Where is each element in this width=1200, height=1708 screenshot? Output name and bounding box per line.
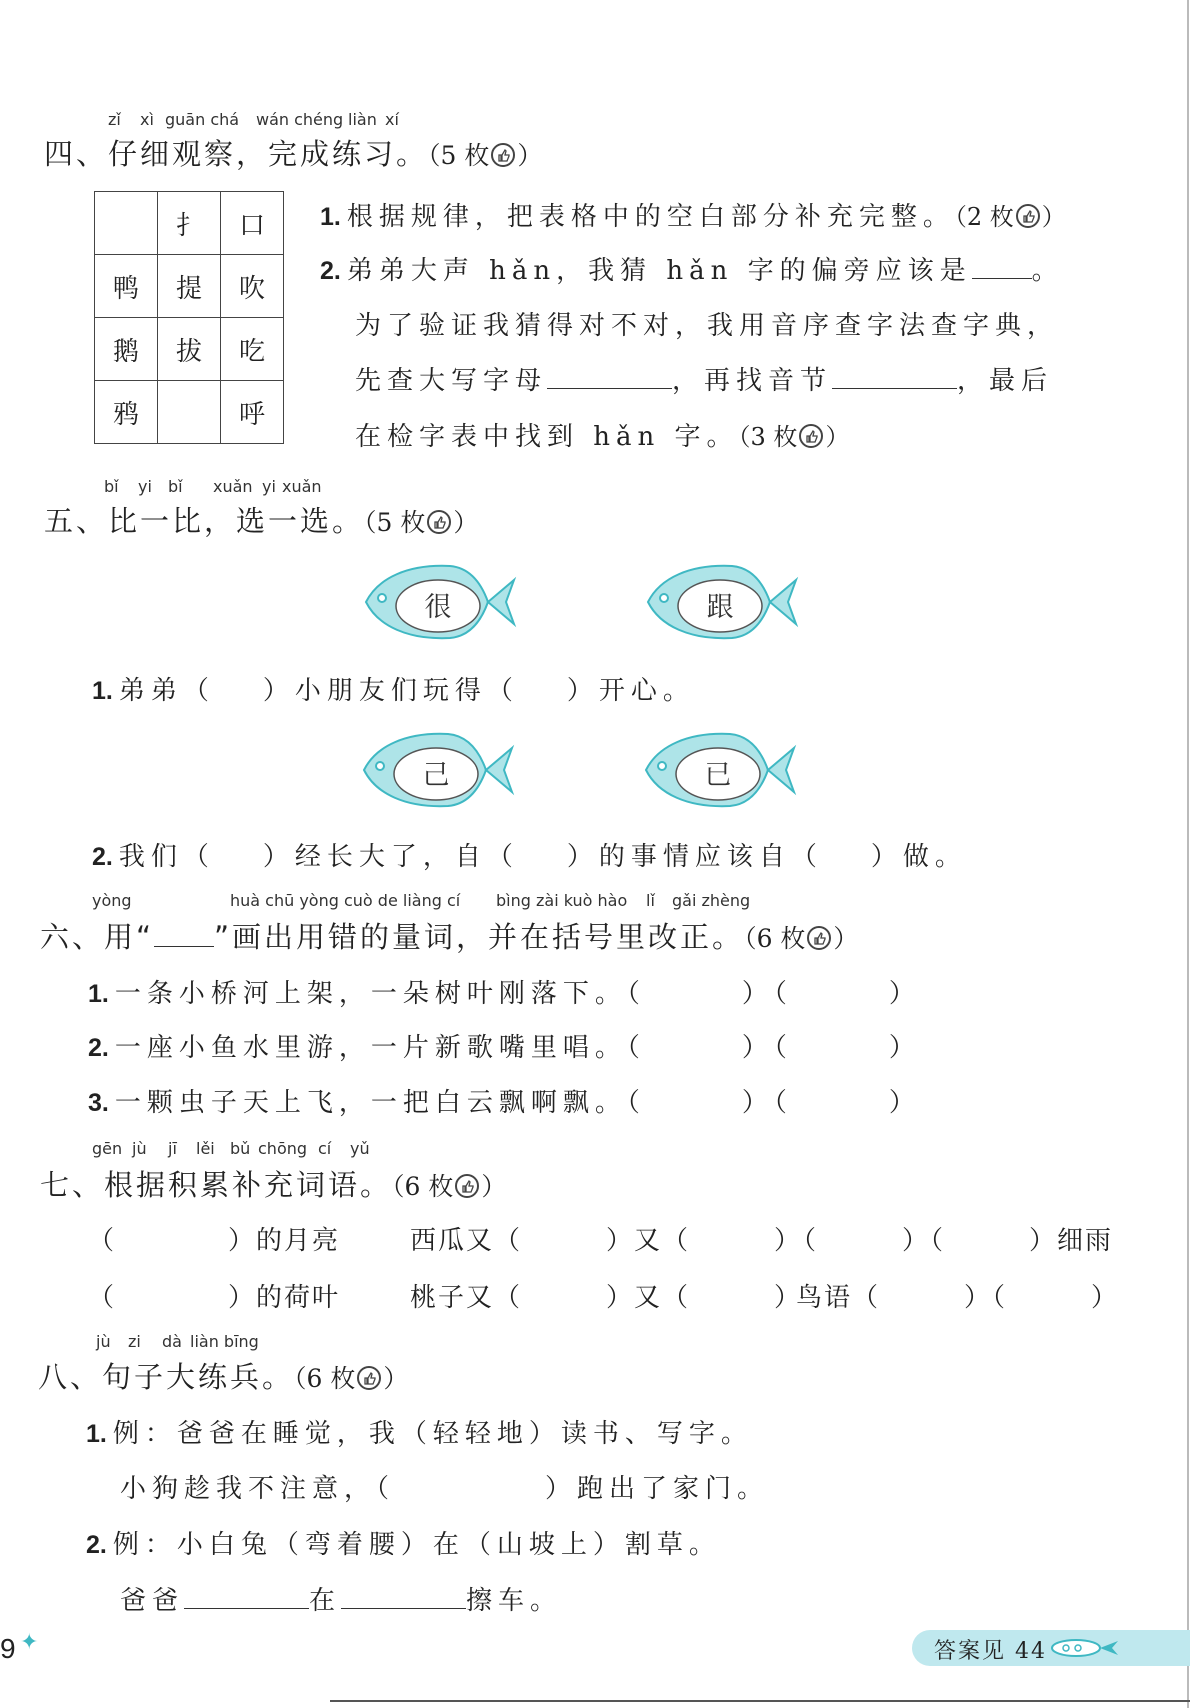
pinyin: gǎi zhèng <box>672 891 751 910</box>
pinyin: xuǎn <box>213 477 253 496</box>
fish-character: 很 <box>424 592 452 623</box>
pinyin: jù <box>132 1139 147 1158</box>
fish-card <box>638 726 798 814</box>
pinyin: dà <box>162 1332 182 1351</box>
fish-character: 己 <box>422 760 450 791</box>
section-title: 四、仔细观察，完成练习。 <box>44 137 429 171</box>
answer-blank[interactable] <box>184 1586 309 1609</box>
section-title: 五、比一比，选一选。 <box>44 504 365 538</box>
grid-cell: 提 <box>158 255 221 318</box>
rocket-icon <box>1048 1638 1120 1658</box>
grid-cell: 呼 <box>221 381 284 444</box>
answer-blank[interactable] <box>547 366 672 389</box>
pinyin: wán chéng <box>256 110 344 129</box>
answer-badge <box>912 1630 1190 1666</box>
section-7-heading: 七、根据积累补充词语。（6 枚 ） <box>40 1168 507 1202</box>
question-line: 为了验证我猜得对不对，我用音序查字法查字典， <box>355 311 1060 341</box>
pinyin: cí <box>318 1139 332 1158</box>
grid-cell <box>95 192 158 255</box>
pinyin: zi <box>128 1332 141 1351</box>
fish-card <box>358 558 518 646</box>
question-6-2: 2. 一座小鱼水里游，一片新歌嘴里唱。（ ）（ ） <box>88 1033 921 1063</box>
question-line: 小狗趁我不注意，（ ）跑出了家门。 <box>120 1474 770 1504</box>
thumbs-up-coin-icon <box>427 510 451 534</box>
pinyin: huà chū yòng cuò de liàng cí <box>230 891 461 910</box>
pinyin: chōng <box>258 1139 308 1158</box>
thumbs-up-coin-icon <box>491 143 515 167</box>
fish-character: 已 <box>704 760 732 791</box>
pinyin: xuǎn <box>282 477 322 496</box>
question-6-1: 1. 一条小桥河上架，一朵树叶刚落下。（ ）（ ） <box>88 979 921 1009</box>
thumbs-up-coin-icon <box>455 1174 479 1198</box>
fish-card <box>356 726 516 814</box>
grid-cell: 拔 <box>158 318 221 381</box>
fill-word: 桃子又（ ）又（ ） <box>410 1283 803 1313</box>
pinyin: yi <box>138 477 152 496</box>
page-number: 9 <box>0 1633 16 1664</box>
pinyin: lǐ <box>646 891 655 910</box>
pinyin: yǔ <box>350 1139 370 1158</box>
section-8-heading: 八、句子大练兵。（6 枚 ） <box>38 1360 409 1394</box>
question-5-2: 2. 我们（ ）经长大了，自（ ）的事情应该自（ ）做。 <box>92 842 967 872</box>
question-line: 爸爸 在 擦车。 <box>120 1586 563 1616</box>
pinyin: jù <box>96 1332 111 1351</box>
grid-cell: 鸭 <box>95 255 158 318</box>
pinyin: xì <box>140 110 154 129</box>
question-4-1: 1. 根据规律，把表格中的空白部分补充完整。（2 枚 ） <box>320 202 1066 232</box>
section-4-heading: 四、仔细观察，完成练习。（5 枚 ） <box>44 137 543 171</box>
page-edge-line <box>1187 0 1189 1708</box>
grid-cell: 吃 <box>221 318 284 381</box>
pinyin: zǐ <box>108 110 121 129</box>
character-grid <box>94 191 284 444</box>
thumbs-up-coin-icon <box>799 424 823 448</box>
pinyin: xí <box>385 110 399 129</box>
grid-cell: 口 <box>221 192 284 255</box>
answer-blank[interactable] <box>972 256 1032 279</box>
pinyin: yòng <box>92 891 132 910</box>
pinyin: liàn <box>348 110 377 129</box>
fish-character: 跟 <box>706 592 734 623</box>
grid-cell: 鹅 <box>95 318 158 381</box>
grid-cell-blank[interactable] <box>158 381 221 444</box>
underline-sample <box>154 922 214 947</box>
section-5-heading: 五、比一比，选一选。（5 枚 ） <box>44 504 479 538</box>
fill-word: （ ）的荷叶 <box>88 1283 341 1313</box>
thumbs-up-coin-icon <box>807 926 831 950</box>
question-8-1: 1. 例：爸爸在睡觉，我（轻轻地）读书、写字。 <box>86 1419 753 1449</box>
star-icon: ✦ <box>20 1630 39 1655</box>
pinyin: bǔ <box>230 1139 251 1158</box>
pinyin: liàn bīng <box>190 1332 259 1351</box>
pinyin: bìng zài kuò hào <box>496 891 628 910</box>
answer-blank[interactable] <box>341 1586 466 1609</box>
fill-word: （ ）（ ）细雨 <box>790 1226 1114 1256</box>
question-line: 在检字表中找到 hǎn 字。（3 枚 ） <box>355 422 850 452</box>
thumbs-up-coin-icon <box>1016 204 1040 228</box>
pinyin: lěi <box>196 1139 215 1158</box>
fill-word: （ ）的月亮 <box>88 1226 341 1256</box>
question-5-1: 1. 弟弟（ ）小朋友们玩得（ ）开心。 <box>92 676 695 706</box>
fill-word: 西瓜又（ ）又（ ） <box>410 1226 803 1256</box>
question-4-2: 2. 弟弟大声 hǎn，我猜 hǎn 字的偏旁应该是 。 <box>320 256 1064 286</box>
pinyin: yi <box>262 477 276 496</box>
section-6-heading: 六、用“ ”画出用错的量词，并在括号里改正。（6 枚 ） <box>40 920 859 954</box>
thumbs-up-coin-icon <box>357 1366 381 1390</box>
grid-cell[interactable]: 鸦 <box>95 381 158 444</box>
pinyin: bǐ <box>168 477 183 496</box>
footer-rule <box>330 1700 1190 1702</box>
pinyin: jī <box>168 1139 177 1158</box>
answer-reference: 答案见 44 <box>934 1639 1047 1664</box>
fill-word: 鸟语（ ）（ ） <box>796 1283 1120 1313</box>
pinyin: gēn <box>92 1139 123 1158</box>
grid-cell: 吹 <box>221 255 284 318</box>
pinyin: guān chá <box>165 110 240 129</box>
pinyin: bǐ <box>104 477 119 496</box>
question-6-3: 3. 一颗虫子天上飞，一把白云飘啊飘。（ ）（ ） <box>88 1088 921 1118</box>
question-line: 先查大写字母 ，再找音节 ，最后 <box>355 366 1054 396</box>
grid-cell: 扌 <box>158 192 221 255</box>
question-8-2: 2. 例：小白兔（弯着腰）在（山坡上）割草。 <box>86 1530 721 1560</box>
fish-card <box>640 558 800 646</box>
answer-blank[interactable] <box>832 366 957 389</box>
